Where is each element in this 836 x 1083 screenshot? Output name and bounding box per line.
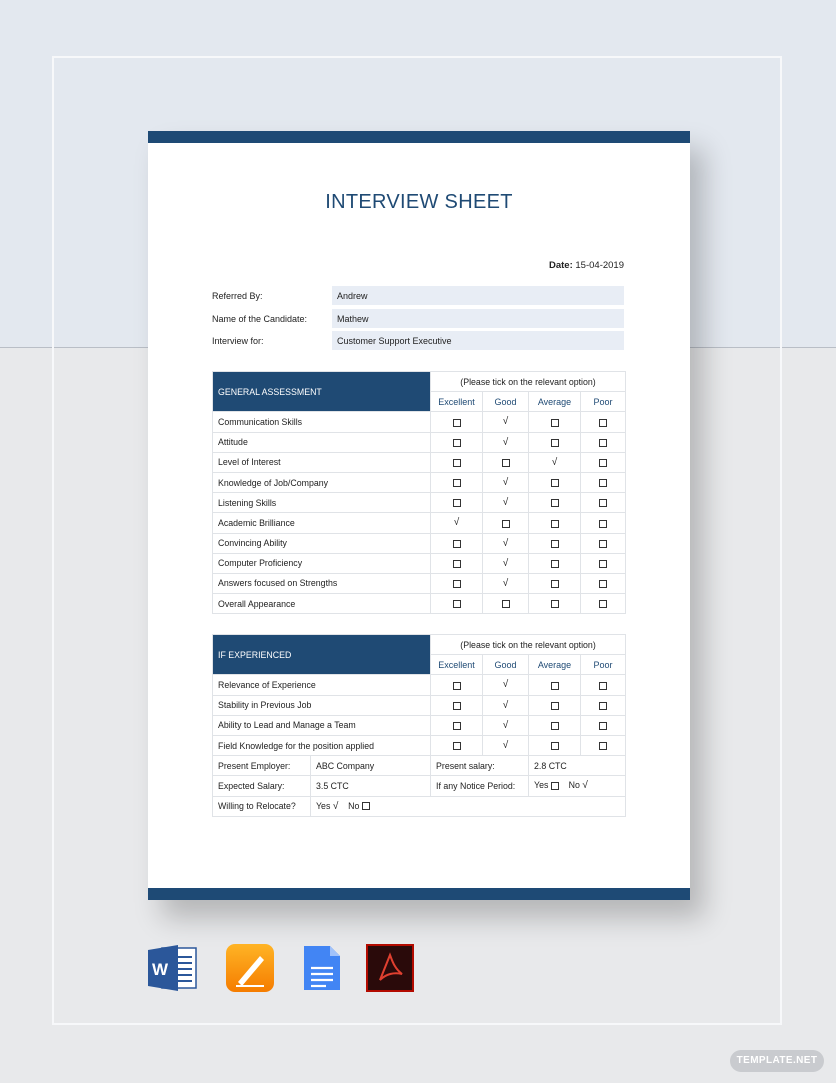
general-assessment-header: GENERAL ASSESSMENT	[213, 372, 431, 412]
document-page	[148, 131, 690, 900]
rating-cell	[581, 735, 626, 755]
rating-cell	[483, 493, 529, 513]
checkbox[interactable]	[453, 419, 461, 427]
checkbox[interactable]	[502, 459, 510, 467]
rating-cell	[581, 715, 626, 735]
rating-cell	[483, 675, 529, 695]
tick-mark[interactable]: √	[502, 497, 509, 509]
rating-cell	[431, 432, 483, 452]
rating-cell	[431, 533, 483, 553]
relocate-no-label: No	[348, 800, 360, 811]
checkbox[interactable]	[502, 600, 510, 608]
rating-cell	[431, 513, 483, 533]
tick-mark[interactable]: √	[502, 740, 509, 752]
rating-cell	[483, 472, 529, 492]
checkbox[interactable]	[551, 722, 559, 730]
rating-cell	[581, 412, 626, 432]
checkbox[interactable]	[453, 600, 461, 608]
rating-cell	[581, 513, 626, 533]
table-row	[213, 432, 626, 452]
general-assessment-table	[212, 371, 626, 614]
rating-cell	[483, 412, 529, 432]
tick-mark[interactable]: √	[502, 416, 509, 428]
rating-cell	[431, 573, 483, 593]
relocate-options	[311, 796, 626, 816]
table-row	[213, 472, 626, 492]
notice-period-options	[529, 776, 626, 796]
checkbox[interactable]	[551, 439, 559, 447]
table-row	[213, 573, 626, 593]
relocate-no-checkbox[interactable]	[362, 802, 370, 810]
column-good: Good	[483, 655, 529, 675]
criterion-label: Convincing Ability	[213, 533, 431, 553]
document-title: INTERVIEW SHEET	[325, 191, 513, 213]
checkbox[interactable]	[551, 682, 559, 690]
rating-cell	[529, 715, 581, 735]
checkbox[interactable]	[551, 419, 559, 427]
table-row	[213, 533, 626, 553]
rating-cell	[483, 553, 529, 573]
rating-cell	[431, 472, 483, 492]
tick-mark[interactable]: √	[551, 456, 558, 468]
rating-cell	[529, 432, 581, 452]
rating-cell	[529, 695, 581, 715]
checkbox[interactable]	[599, 520, 607, 528]
info-value: Customer Support Executive	[332, 331, 624, 350]
info-value: Andrew	[332, 286, 624, 305]
table-row	[213, 594, 626, 614]
criterion-label: Field Knowledge for the position applied	[213, 735, 431, 755]
table-row	[213, 412, 626, 432]
rating-cell	[483, 452, 529, 472]
rating-cell	[431, 695, 483, 715]
rating-cell	[581, 533, 626, 553]
checkbox[interactable]	[599, 419, 607, 427]
rating-cell	[529, 573, 581, 593]
checkbox[interactable]	[453, 560, 461, 568]
rating-cell	[581, 594, 626, 614]
rating-cell	[483, 432, 529, 452]
rating-cell	[581, 675, 626, 695]
column-average: Average	[529, 392, 581, 412]
criterion-label: Academic Brilliance	[213, 513, 431, 533]
column-excellent: Excellent	[431, 655, 483, 675]
rating-cell	[581, 695, 626, 715]
criterion-label: Stability in Previous Job	[213, 695, 431, 715]
rating-cell	[529, 735, 581, 755]
rating-cell	[529, 513, 581, 533]
rating-cell	[431, 412, 483, 432]
rating-cell	[581, 432, 626, 452]
rating-cell	[529, 452, 581, 472]
expected-salary-value: 3.5 CTC	[311, 776, 431, 796]
criterion-label: Answers focused on Strengths	[213, 573, 431, 593]
notice-period-label: If any Notice Period:	[431, 776, 529, 796]
rating-cell	[581, 553, 626, 573]
checkbox[interactable]	[551, 702, 559, 710]
checkbox[interactable]	[599, 580, 607, 588]
checkbox[interactable]	[599, 742, 607, 750]
rating-cell	[529, 493, 581, 513]
rating-cell	[431, 675, 483, 695]
checkbox[interactable]	[599, 499, 607, 507]
present-employer-label: Present Employer:	[213, 756, 311, 776]
salary-row	[213, 776, 626, 796]
checkbox[interactable]	[599, 702, 607, 710]
checkbox[interactable]	[599, 540, 607, 548]
info-label: Interview for:	[212, 336, 264, 346]
date-value: 15-04-2019	[575, 260, 624, 271]
table-row	[213, 553, 626, 573]
checkbox[interactable]	[599, 682, 607, 690]
criterion-label: Computer Proficiency	[213, 553, 431, 573]
notice-no-checkbox[interactable]: √	[582, 780, 588, 792]
rating-cell	[529, 594, 581, 614]
checkbox[interactable]	[599, 439, 607, 447]
info-row-candidate-name	[212, 308, 626, 331]
pages-icon[interactable]	[226, 944, 274, 992]
if-experienced-header: IF EXPERIENCED	[213, 635, 431, 675]
checkbox[interactable]	[551, 742, 559, 750]
svg-text:W: W	[152, 960, 169, 979]
checkbox[interactable]	[453, 479, 461, 487]
checkbox[interactable]	[453, 722, 461, 730]
notice-no-label: No	[568, 780, 580, 791]
tick-instruction: (Please tick on the relevant option)	[431, 635, 626, 655]
info-label: Name of the Candidate:	[212, 313, 308, 324]
checkbox[interactable]	[453, 702, 461, 710]
date-label: Date:	[548, 260, 573, 271]
column-good: Good	[483, 392, 529, 412]
info-row-referred-by	[212, 285, 626, 308]
pdf-icon[interactable]	[366, 944, 414, 992]
rating-cell	[483, 594, 529, 614]
present-salary-value: 2.8 CTC	[529, 756, 626, 776]
checkbox[interactable]	[599, 600, 607, 608]
rating-cell	[483, 533, 529, 553]
checkbox[interactable]	[453, 540, 461, 548]
checkbox[interactable]	[453, 439, 461, 447]
table-row	[213, 493, 626, 513]
tick-mark[interactable]: √	[502, 719, 509, 731]
table-row	[213, 715, 626, 735]
criterion-label: Ability to Lead and Manage a Team	[213, 715, 431, 735]
column-poor: Poor	[581, 392, 626, 412]
rating-cell	[581, 472, 626, 492]
criterion-label: Communication Skills	[213, 412, 431, 432]
relocate-label: Willing to Relocate?	[213, 796, 311, 816]
tick-mark[interactable]: √	[502, 477, 509, 489]
rating-cell	[431, 452, 483, 472]
rating-cell	[431, 715, 483, 735]
candidate-info	[212, 285, 626, 353]
template-net-watermark: TEMPLATE.NET	[730, 1050, 824, 1072]
criterion-label: Knowledge of Job/Company	[213, 472, 431, 492]
checkbox[interactable]	[551, 540, 559, 548]
info-row-interview-for	[212, 330, 626, 353]
checkbox[interactable]	[551, 580, 559, 588]
present-salary-label: Present salary:	[431, 756, 529, 776]
if-experienced-table	[212, 634, 626, 817]
tick-mark[interactable]: √	[502, 679, 509, 691]
checkbox[interactable]	[599, 459, 607, 467]
checkbox[interactable]	[453, 499, 461, 507]
date-line	[549, 260, 624, 271]
rating-cell	[581, 573, 626, 593]
checkbox[interactable]	[453, 580, 461, 588]
column-average: Average	[529, 655, 581, 675]
word-icon[interactable]	[148, 944, 196, 992]
criterion-label: Overall Appearance	[213, 594, 431, 614]
rating-cell	[529, 533, 581, 553]
rating-cell	[483, 573, 529, 593]
tick-mark[interactable]: √	[502, 537, 509, 549]
checkbox[interactable]	[453, 459, 461, 467]
relocate-yes-checkbox[interactable]: √	[332, 800, 339, 812]
criterion-label: Level of Interest	[213, 452, 431, 472]
table-row	[213, 513, 626, 533]
criterion-label: Listening Skills	[213, 493, 431, 513]
rating-cell	[431, 493, 483, 513]
checkbox[interactable]	[551, 600, 559, 608]
rating-cell	[581, 452, 626, 472]
checkbox[interactable]	[551, 499, 559, 507]
info-label: Referred By:	[212, 291, 263, 301]
notice-yes-checkbox[interactable]	[551, 782, 559, 790]
table-row	[213, 452, 626, 472]
rating-cell	[431, 594, 483, 614]
rating-cell	[483, 715, 529, 735]
tick-mark[interactable]: √	[453, 517, 460, 529]
rating-cell	[529, 675, 581, 695]
checkbox[interactable]	[599, 479, 607, 487]
tick-mark[interactable]: √	[502, 577, 509, 589]
rating-cell	[483, 695, 529, 715]
rating-cell	[529, 472, 581, 492]
table-row	[213, 675, 626, 695]
tick-mark[interactable]: √	[502, 436, 509, 448]
checkbox[interactable]	[453, 682, 461, 690]
checkbox[interactable]	[502, 520, 510, 528]
rating-cell	[581, 493, 626, 513]
header-bar	[148, 131, 690, 143]
employer-row	[213, 756, 626, 776]
tick-mark[interactable]: √	[502, 557, 509, 569]
rating-cell	[529, 553, 581, 573]
footer-bar	[148, 888, 690, 900]
checkbox[interactable]	[551, 479, 559, 487]
notice-yes-label: Yes	[534, 780, 549, 791]
relocate-yes-label: Yes	[316, 800, 331, 811]
column-poor: Poor	[581, 655, 626, 675]
table-row	[213, 735, 626, 755]
google-docs-icon[interactable]	[302, 944, 350, 992]
rating-cell	[483, 735, 529, 755]
expected-salary-label: Expected Salary:	[213, 776, 311, 796]
criterion-label: Relevance of Experience	[213, 675, 431, 695]
rating-cell	[483, 513, 529, 533]
tick-instruction: (Please tick on the relevant option)	[431, 372, 626, 392]
tick-mark[interactable]: √	[502, 699, 509, 711]
rating-cell	[431, 553, 483, 573]
column-excellent: Excellent	[431, 392, 483, 412]
checkbox[interactable]	[551, 520, 559, 528]
criterion-label: Attitude	[213, 432, 431, 452]
rating-cell	[529, 412, 581, 432]
present-employer-value: ABC Company	[311, 756, 431, 776]
relocate-row	[213, 796, 626, 816]
rating-cell	[431, 735, 483, 755]
checkbox[interactable]	[551, 560, 559, 568]
info-value: Mathew	[332, 309, 624, 328]
table-row	[213, 695, 626, 715]
checkbox[interactable]	[599, 560, 607, 568]
checkbox[interactable]	[453, 742, 461, 750]
checkbox[interactable]	[599, 722, 607, 730]
